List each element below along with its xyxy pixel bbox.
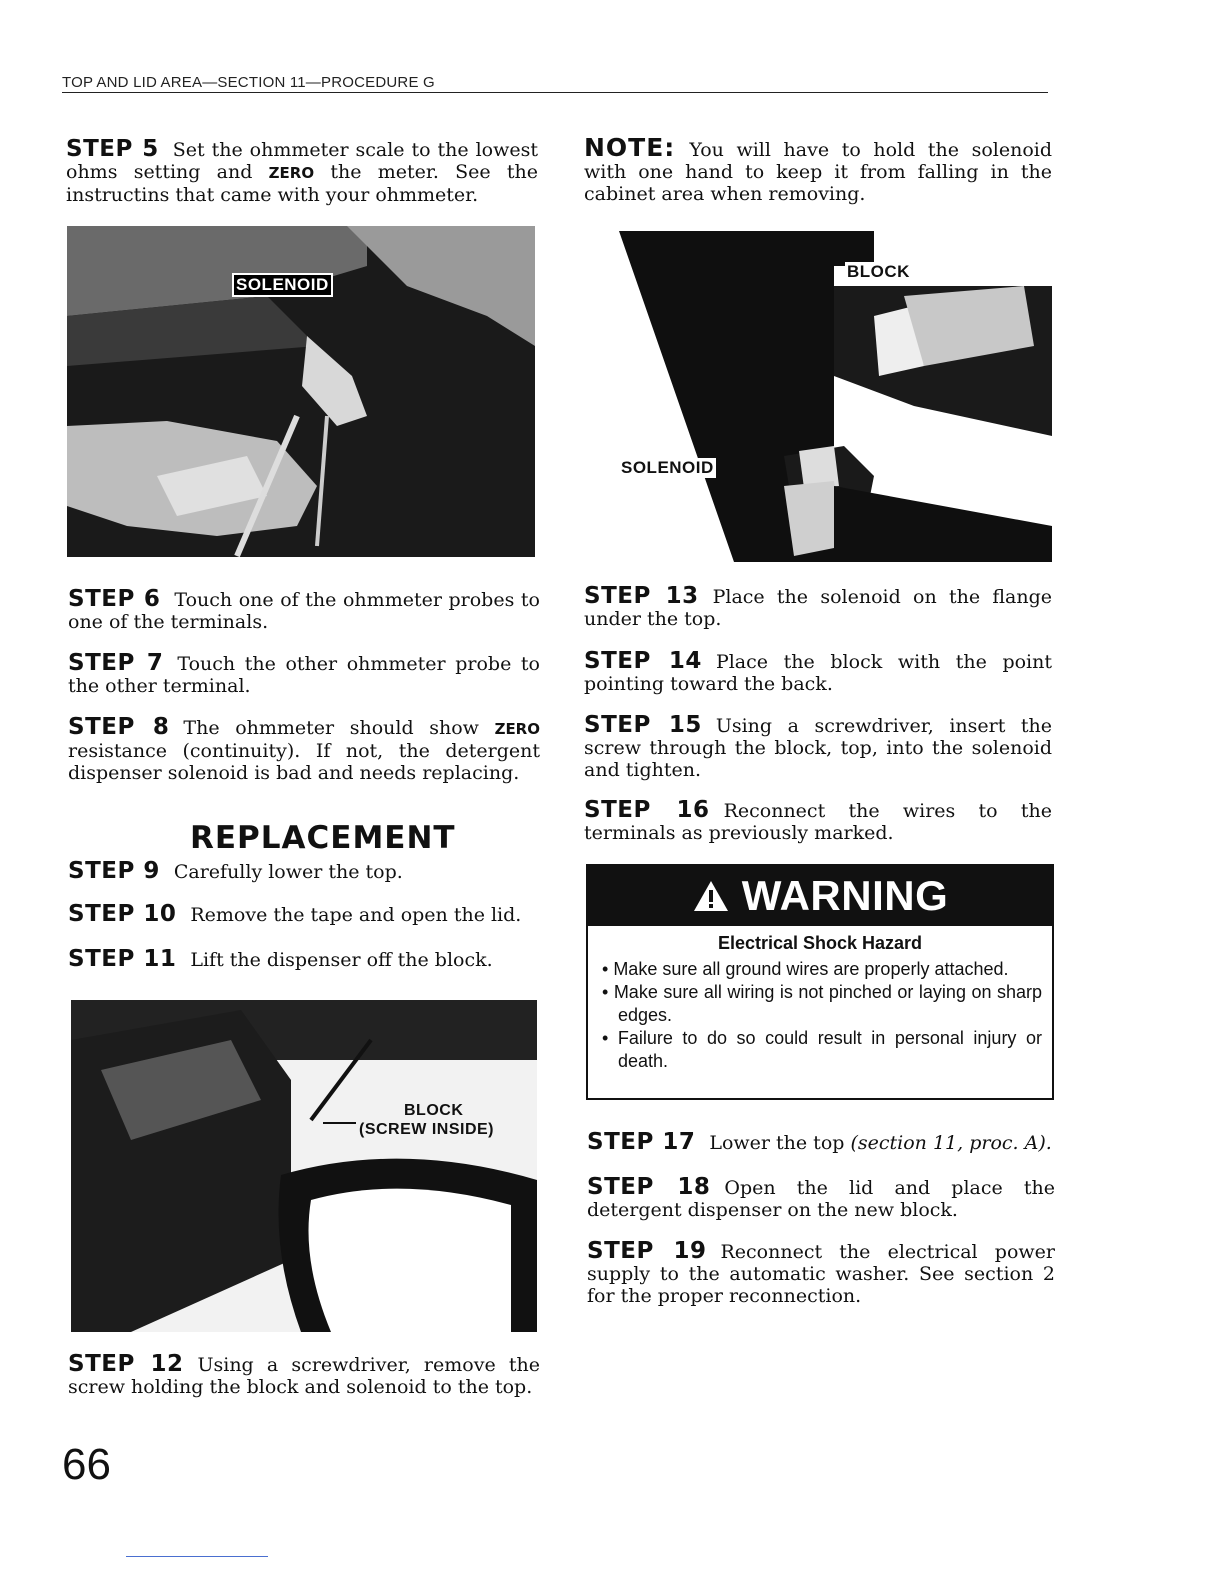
step-text: resistance (continuity). If not, the detergent dispenser solenoid is bad and needs replacing. bbox=[68, 740, 540, 784]
step-text: Carefully lower the top. bbox=[173, 861, 403, 883]
note bbox=[584, 133, 1052, 205]
tag-block: BLOCK bbox=[847, 262, 910, 281]
page-number: 66 bbox=[62, 1440, 111, 1489]
step-14 bbox=[584, 650, 1052, 695]
warning-list bbox=[588, 958, 1052, 1073]
note-text: You will have to hold the solenoid with one hand to keep it from falling in the cabinet area when removing. bbox=[584, 139, 1052, 205]
warning-box bbox=[586, 864, 1054, 1100]
step-text: Touch one of the ohmmeter probes to one of the terminals. bbox=[68, 589, 540, 633]
step-label: STEP 13 bbox=[584, 583, 699, 609]
tag-solenoid: SOLENOID bbox=[621, 458, 714, 477]
warning-item: • Failure to do so could result in personal injury or death. bbox=[602, 1028, 1042, 1071]
step-9 bbox=[68, 860, 540, 883]
step-text: Lift the dispenser off the block. bbox=[190, 949, 493, 971]
step-label: STEP 17 bbox=[587, 1129, 696, 1155]
step-text: Reconnect the electrical power supply to the automatic washer. See section 2 for the proper reconnection. bbox=[587, 1241, 1055, 1307]
step-label: STEP 15 bbox=[584, 712, 702, 738]
step-17 bbox=[587, 1131, 1055, 1154]
warning-subtitle: Electrical Shock Hazard bbox=[717, 933, 923, 953]
photo-block-solenoid bbox=[584, 226, 1052, 562]
step-18 bbox=[587, 1176, 1055, 1221]
tag-block: BLOCK bbox=[404, 1102, 464, 1119]
step-12 bbox=[68, 1353, 540, 1398]
step-label: STEP 9 bbox=[68, 858, 160, 884]
step-label: STEP 19 bbox=[587, 1238, 707, 1264]
step-label: STEP 18 bbox=[587, 1174, 711, 1200]
running-header: TOP AND LID AREA—SECTION 11—PROCEDURE G bbox=[62, 74, 1048, 93]
photo-ohmmeter-probes bbox=[67, 226, 535, 557]
step-label: STEP 16 bbox=[584, 797, 710, 823]
emphasis-zero: ZERO bbox=[268, 164, 315, 182]
warning-title: WARNING bbox=[741, 872, 949, 919]
step-text: Using a screwdriver, insert the screw through the block, top, into the solenoid and tighten. bbox=[584, 715, 1053, 781]
photo-block-screw bbox=[71, 1000, 537, 1332]
warning-title-bar bbox=[588, 866, 1052, 926]
step-text: The ohmmeter should show bbox=[183, 717, 495, 739]
warning-triangle-icon bbox=[692, 879, 730, 913]
emphasis-zero: ZERO bbox=[494, 720, 540, 738]
step-text: Place the solenoid on the flange under the top. bbox=[584, 586, 1052, 630]
step-text: the meter. See the instructins that came with your ohmmeter. bbox=[66, 161, 538, 206]
step-16 bbox=[584, 799, 1052, 844]
step-10 bbox=[68, 903, 540, 926]
step-text: Set the ohmmeter scale to the lowest ohms setting and bbox=[66, 139, 538, 183]
step-label: STEP 6 bbox=[68, 586, 161, 612]
step-label: STEP 12 bbox=[68, 1351, 184, 1377]
step-15 bbox=[584, 714, 1052, 781]
warning-item: • Make sure all ground wires are properly attached. bbox=[602, 959, 1009, 979]
note-label: NOTE: bbox=[584, 133, 676, 162]
tag-screw-inside: (SCREW INSIDE) bbox=[359, 1121, 494, 1138]
step-label: STEP 14 bbox=[584, 648, 702, 674]
step-label: STEP 11 bbox=[68, 946, 177, 972]
step-7 bbox=[68, 652, 540, 697]
footer-rule bbox=[126, 1556, 268, 1557]
step-label: STEP 5 bbox=[66, 136, 159, 162]
step-text: Place the block with the point pointing toward the back. bbox=[584, 651, 1052, 695]
step-11 bbox=[68, 948, 540, 971]
step-text: Touch the other ohmmeter probe to the other terminal. bbox=[68, 653, 540, 697]
section-heading-replacement: REPLACEMENT bbox=[190, 820, 456, 856]
step-8 bbox=[68, 716, 540, 784]
step-5 bbox=[66, 138, 538, 206]
warning-item: • Make sure all wiring is not pinched or laying on sharp edges. bbox=[602, 982, 1042, 1025]
step-19 bbox=[587, 1240, 1055, 1307]
step-text: Open the lid and place the detergent dispenser on the new block. bbox=[587, 1177, 1055, 1221]
step-reference: (section 11, proc. A). bbox=[850, 1132, 1052, 1154]
step-text: Using a screwdriver, remove the screw holding the block and solenoid to the top. bbox=[68, 1354, 540, 1398]
step-13 bbox=[584, 585, 1052, 630]
step-label: STEP 10 bbox=[68, 901, 177, 927]
step-text: Remove the tape and open the lid. bbox=[190, 904, 522, 926]
tag-solenoid: SOLENOID bbox=[232, 273, 333, 297]
step-6 bbox=[68, 588, 540, 633]
step-label: STEP 7 bbox=[68, 650, 164, 676]
step-text: Reconnect the wires to the terminals as previously marked. bbox=[584, 800, 1052, 844]
step-text: Lower the top bbox=[709, 1132, 851, 1154]
step-label: STEP 8 bbox=[68, 714, 170, 740]
